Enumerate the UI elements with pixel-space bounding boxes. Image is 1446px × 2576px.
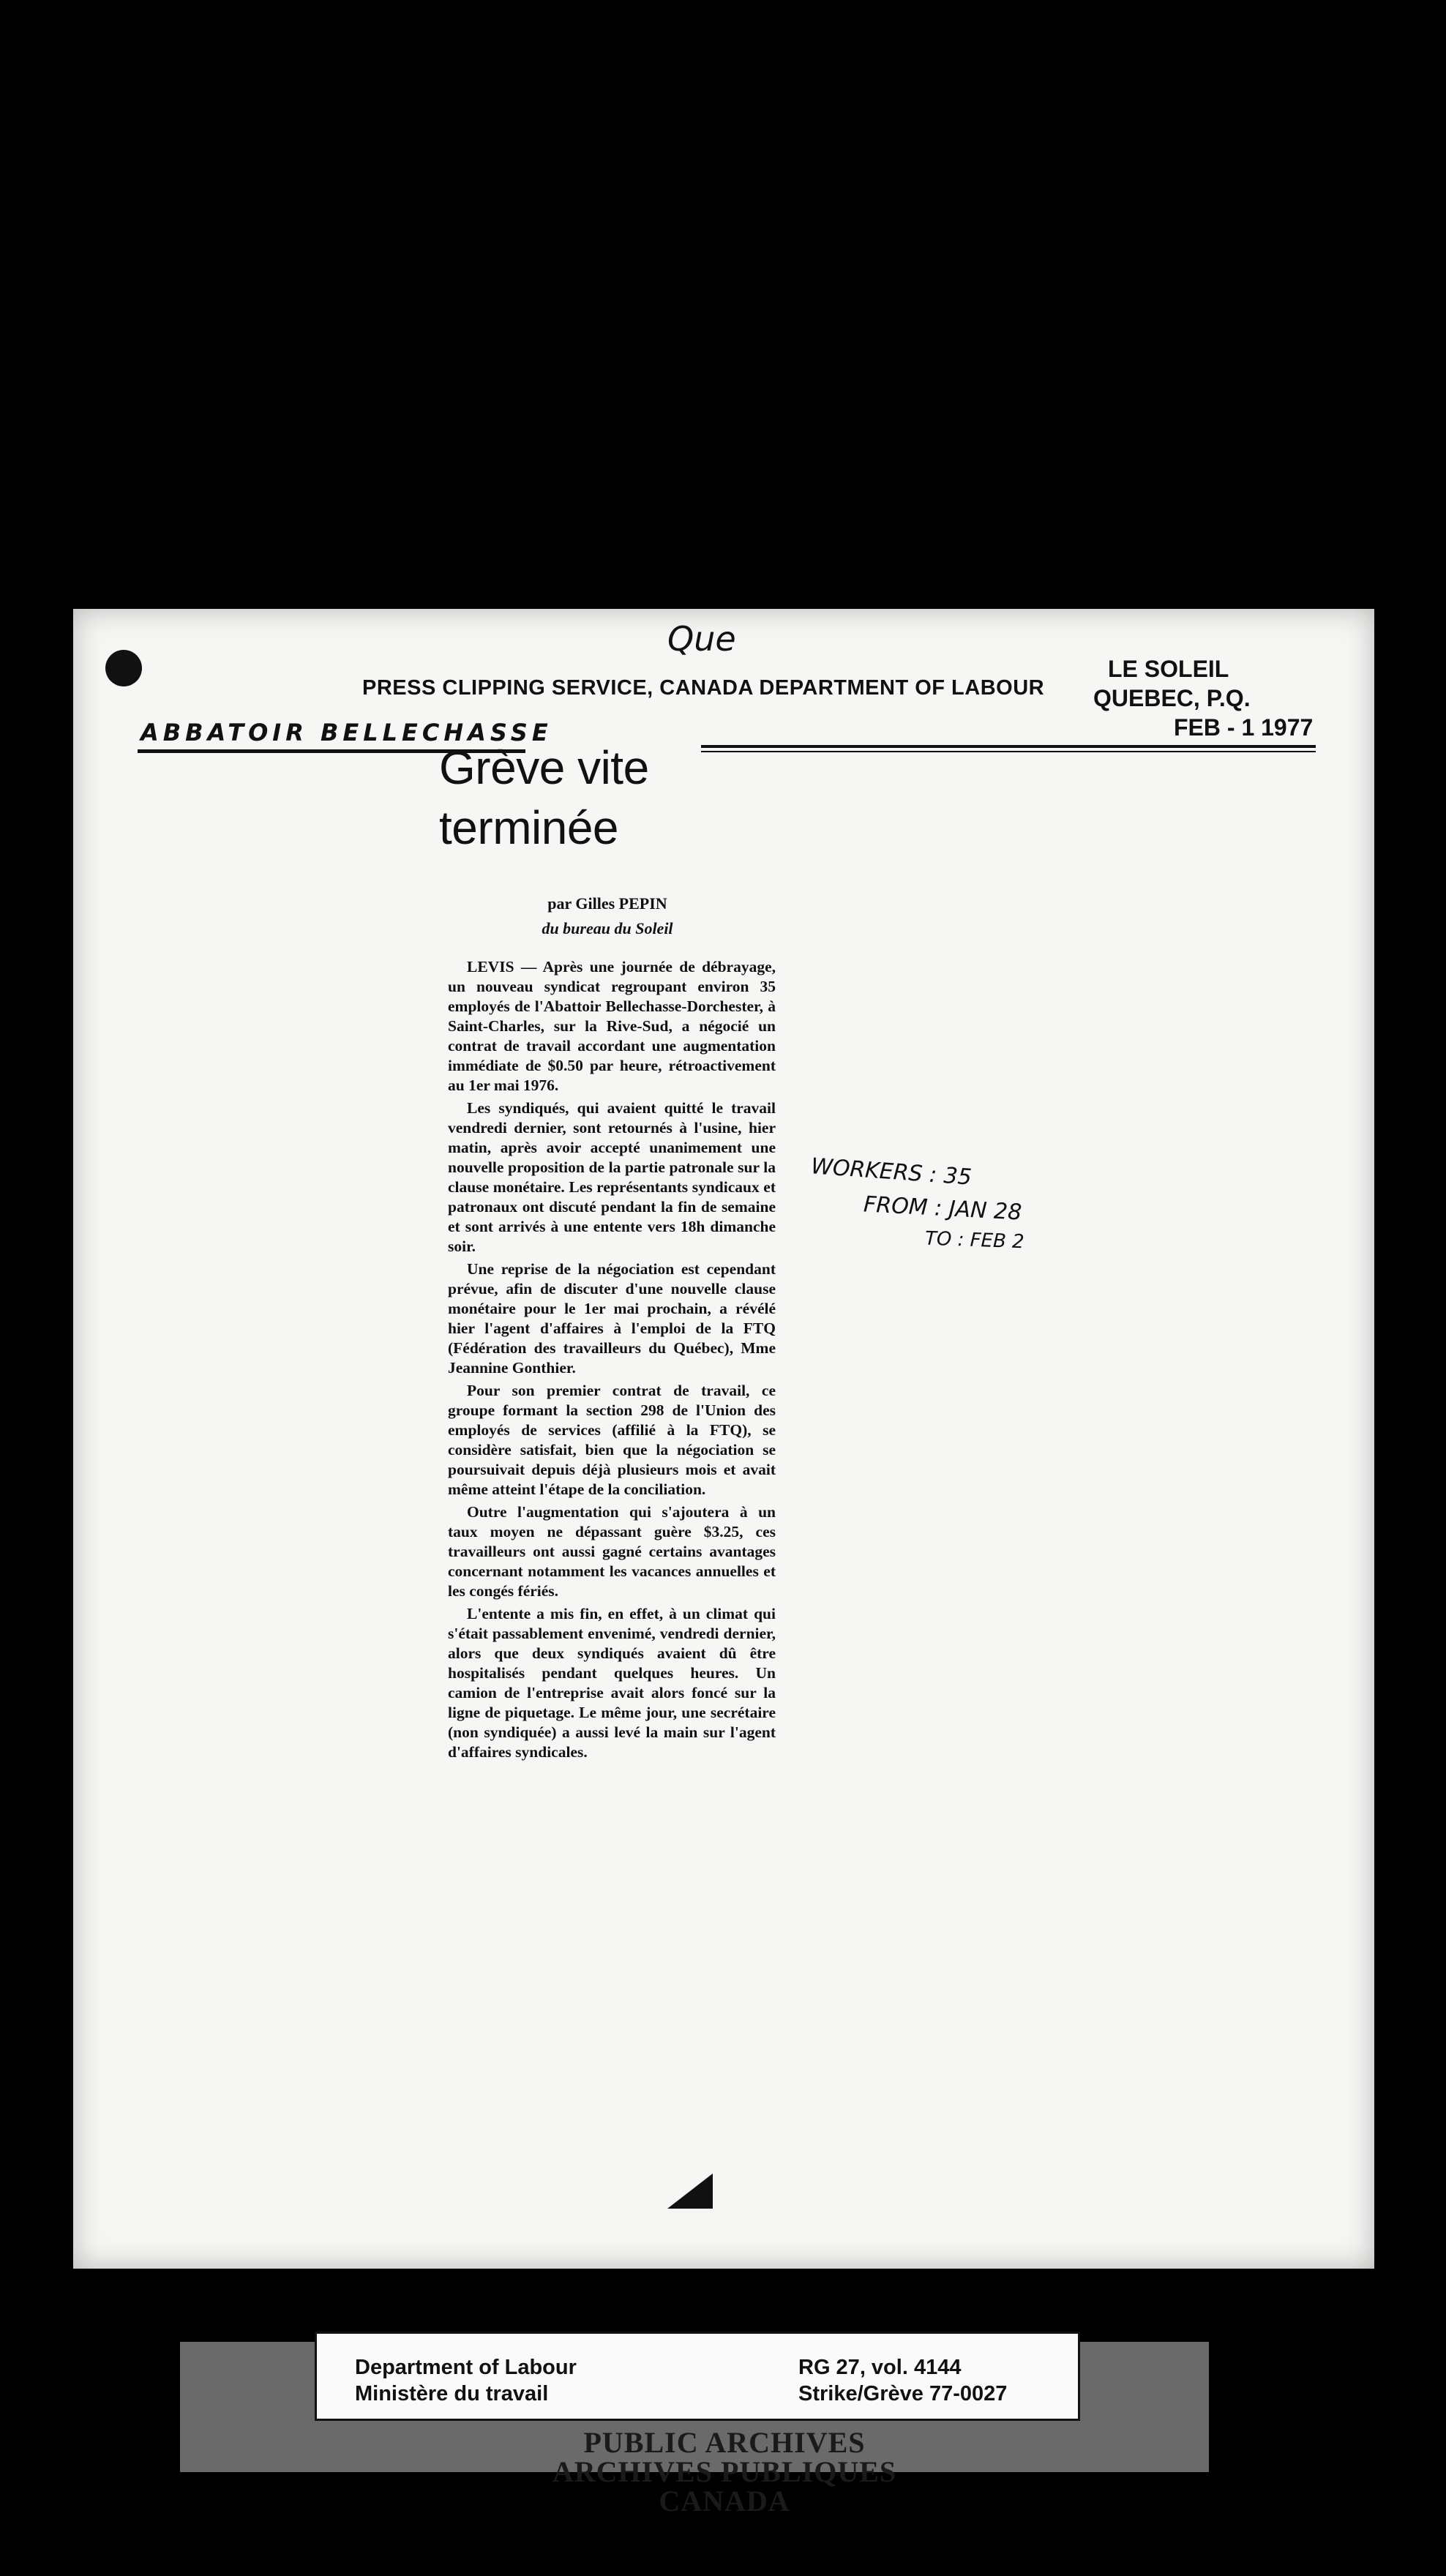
source-city: QUEBEC, P.Q.	[1093, 685, 1251, 711]
subject-note: ABBATOIR BELLECHASSE	[141, 719, 552, 746]
clipping-page	[73, 609, 1374, 2269]
article-paragraph: Les syndiqués, qui avaient quitté le travail vendredi dernier, sont retournés à l'usine, hier matin, après avoir accepté unanimement une nouvelle proposition de la partie patronale sur la clause monétaire. Les représentants syndicaux et patronaux ont discuté pendant la fin de semaine et sont arrivés à une entente vers 18h dimanche soir.	[448, 1099, 776, 1255]
punch-hole-mark	[105, 650, 142, 686]
article-paragraph: Une reprise de la négociation est cependant prévue, afin de discuter d'une nouvelle clause monétaire pour le 1er mai prochain, a révélé hier l'agent d'affaires à l'emploi de la FTQ (Fédération des travailleurs du Québec), Mme Jeannine Gonthier.	[448, 1260, 776, 1377]
archives-line-1: PUBLIC ARCHIVES	[583, 2426, 866, 2459]
article-paragraph: Pour son premier contrat de travail, ce groupe formant la section 298 de l'Union des employés de services (affilié à la FTQ), se considère satisfait, bien que la négociation se poursuivait depuis déjà plusieurs mois et avait même atteint l'étape de la conciliation.	[448, 1382, 776, 1498]
clipping-date: FEB - 1 1977	[1174, 714, 1314, 741]
service-header: PRESS CLIPPING SERVICE, CANADA DEPARTMENT OF LABOUR	[362, 676, 1045, 700]
note-to: TO : FEB 2	[924, 1227, 1025, 1254]
archives-line-2: ARCHIVES PUBLIQUES	[552, 2455, 897, 2488]
archive-reference-label	[315, 2332, 1080, 2421]
byline: par Gilles PEPIN	[547, 894, 667, 913]
bureau-line: du bureau du Soleil	[542, 919, 673, 937]
article-paragraph: L'entente a mis fin, en effet, à un climat qui s'était passablement envenimé, vendredi dernier, alors que deux syndiqués avaient dû être hospitalisés pendant quelques heures. Un camion de l'entreprise avait alors foncé sur la ligne de piquetage. Le même jour, une secrétaire (non syndiquée) a aussi levé la main sur l'agent d'affaires syndicales.	[448, 1605, 776, 1761]
headline-line-1: Grève vite	[439, 741, 649, 794]
note-from: FROM : JAN 28	[863, 1191, 1023, 1226]
headline	[439, 738, 820, 858]
article-paragraph: Outre l'augmentation qui s'ajoutera à un taux moyen ne dépassant guère $3.25, ces travailleurs ont aussi gagné certains avantages concernant notamment les vacances annuelles et les congés fériés.	[448, 1503, 776, 1600]
department-french: Ministère du travail	[355, 2382, 549, 2405]
clipping-corner-mark	[667, 2174, 713, 2209]
byline-block	[483, 891, 732, 941]
note-workers: WORKERS : 35	[810, 1153, 973, 1191]
record-group-reference: RG 27, vol. 4144	[798, 2356, 962, 2379]
archives-line-3: CANADA	[659, 2485, 790, 2517]
province-note: Que	[667, 619, 736, 659]
source-stamp	[1074, 654, 1316, 742]
archives-stamp	[468, 2428, 981, 2516]
source-name: LE SOLEIL	[1108, 656, 1229, 682]
headline-line-2: terminée	[439, 801, 618, 854]
strike-identifier: Strike/Grève 77-0027	[798, 2382, 1008, 2405]
article-body	[448, 957, 776, 1762]
article-paragraph: LEVIS — Après une journée de débrayage, un nouveau syndicat regroupant environ 35 employés de l'Abattoir Bellechasse-Dorchester, à Saint-Charles, sur la Rive-Sud, a négocié un contrat de travail accordant une augmentation immédiate de $0.50 par heure, rétroactivement au 1er mai 1976.	[448, 958, 776, 1094]
department-english: Department of Labour	[355, 2356, 577, 2379]
